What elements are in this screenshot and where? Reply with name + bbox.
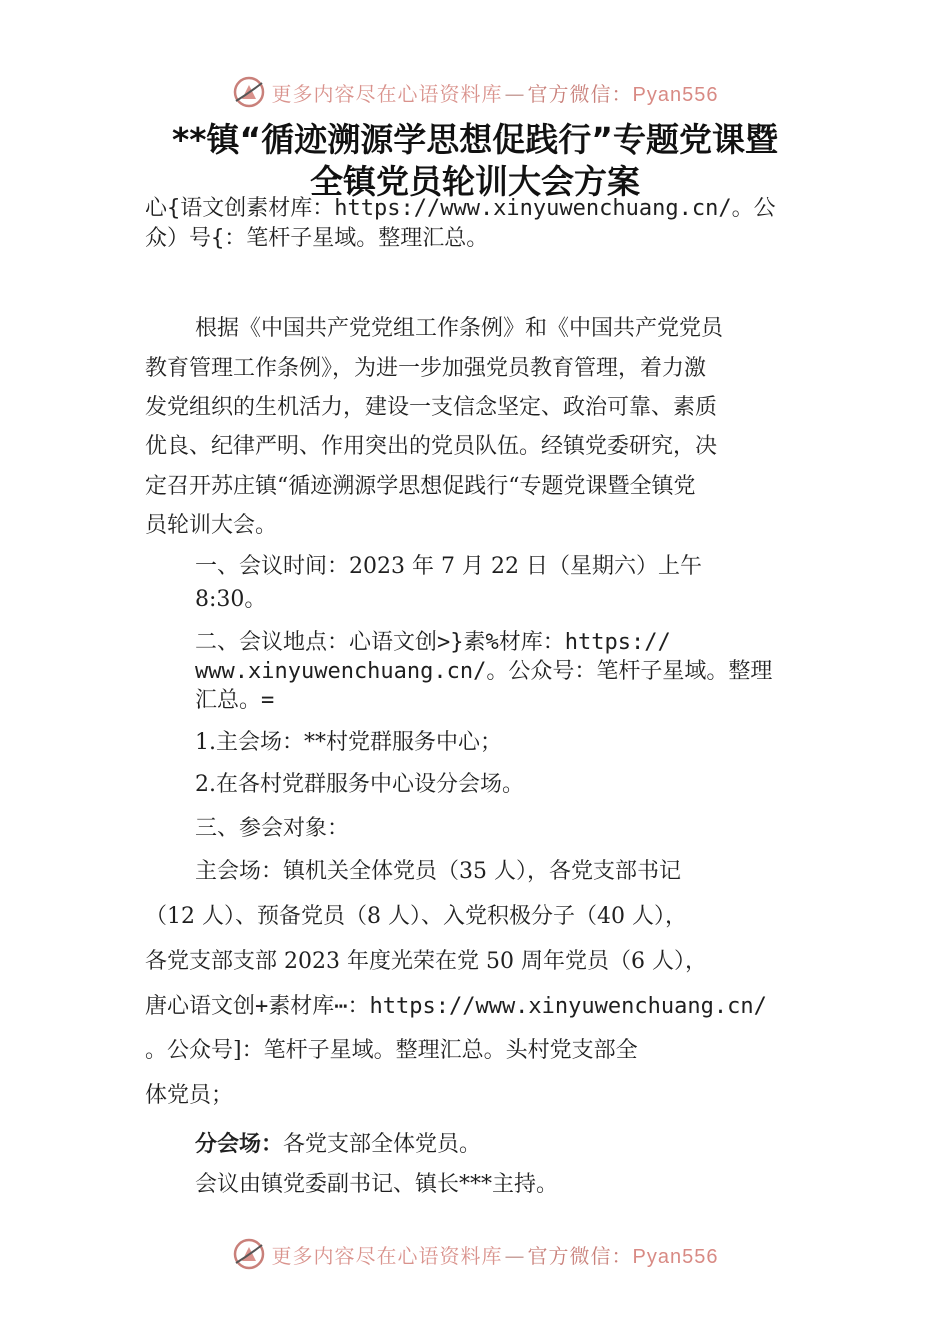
watermark-text bbox=[272, 78, 719, 107]
attendees-line-3: 各党支部支部 2023 年度光荣在党 50 周年党员（6 人）， bbox=[145, 949, 707, 974]
watermark-separator: — bbox=[504, 1243, 526, 1268]
source-note-line-1: 心{语文创素材库：https://www.xinyuwenchuang.cn/。公 bbox=[145, 196, 776, 221]
meeting-location-line-2: www.xinyuwenchuang.cn/。公众号：笔杆子星域。整理 bbox=[195, 659, 773, 684]
attendees-heading: 三、参会对象： bbox=[195, 816, 350, 841]
meeting-location-line-3: 汇总。= bbox=[195, 688, 275, 713]
watermark-site: 更多内容尽在心语资料库 bbox=[271, 1243, 503, 1268]
meeting-time-line-2: 8:30。 bbox=[195, 587, 267, 612]
attendees-line-2: （12 人）、预备党员（8 人）、入党积极分子（40 人）， bbox=[145, 904, 687, 929]
attendees-line-4: 唐心语文创+素材库⋯：https://www.xinyuwenchuang.cn/ bbox=[145, 994, 767, 1019]
branch-venue-label: 分会场： bbox=[195, 1132, 284, 1157]
document-title-line-2: 全镇党员轮训大会方案 bbox=[310, 162, 640, 201]
watermark-text bbox=[272, 1240, 719, 1269]
watermark-wechat-id: Pyan556 bbox=[632, 83, 719, 106]
intro-line-5: 定召开苏庄镇“循迹溯源学思想促践行“专题党课暨全镇党 bbox=[145, 474, 696, 499]
intro-line-1: 根据《中国共产党党组工作条例》和《中国共产党党员 bbox=[195, 316, 724, 341]
watermark-wechat-id: Pyan556 bbox=[632, 1245, 719, 1268]
brand-logo-icon bbox=[232, 1237, 266, 1271]
branch-venue-line bbox=[195, 1130, 875, 1160]
venue-main: 1.主会场：**村党群服务中心； bbox=[195, 730, 502, 755]
intro-line-6: 员轮训大会。 bbox=[145, 513, 278, 538]
branch-venue-text: 各党支部全体党员。 bbox=[283, 1132, 482, 1157]
attendees-line-5: 。公众号]：笔杆子星域。整理汇总。头村党支部全 bbox=[145, 1038, 638, 1063]
header-watermark-banner bbox=[0, 74, 950, 110]
watermark-wechat-label: 官方微信： bbox=[527, 1243, 633, 1268]
brand-logo-icon bbox=[232, 75, 266, 109]
footer-watermark-banner bbox=[0, 1236, 950, 1272]
meeting-location-line-1: 二、会议地点：心语文创>}素%材库：https:// bbox=[195, 630, 671, 655]
attendees-line-6: 体党员； bbox=[145, 1083, 234, 1108]
watermark-wechat-label: 官方微信： bbox=[527, 81, 633, 106]
host-line: 会议由镇党委副书记、镇长***主持。 bbox=[195, 1172, 559, 1197]
meeting-time-line-1: 一、会议时间：2023 年 7 月 22 日（星期六）上午 bbox=[195, 554, 702, 579]
watermark-separator: — bbox=[504, 81, 526, 106]
intro-line-2: 教育管理工作条例》，为进一步加强党员教育管理，着力激 bbox=[145, 356, 707, 381]
attendees-line-1: 主会场：镇机关全体党员（35 人），各党支部书记 bbox=[195, 859, 681, 884]
intro-line-4: 优良、纪律严明、作用突出的党员队伍。经镇党委研究，决 bbox=[145, 434, 718, 459]
watermark-site: 更多内容尽在心语资料库 bbox=[271, 81, 503, 106]
venue-branch: 2.在各村党群服务中心设分会场。 bbox=[195, 772, 524, 797]
document-title-line-1: **镇“循迹溯源学思想促践行”专题党课暨 bbox=[172, 120, 778, 159]
intro-line-3: 发党组织的生机活力，建设一支信念坚定、政治可靠、素质 bbox=[145, 395, 718, 420]
source-note-line-2: 众）号{：笔杆子星域。整理汇总。 bbox=[145, 226, 489, 251]
